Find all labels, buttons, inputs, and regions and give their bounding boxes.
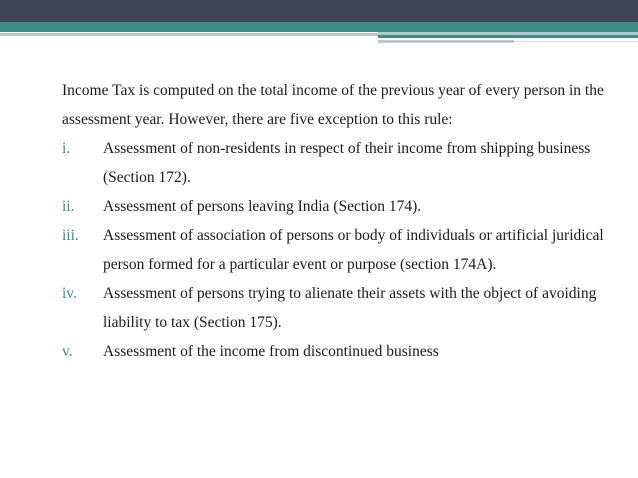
header-grey-line: [514, 41, 638, 42]
list-text: Assessment of the income from discontinued business: [103, 343, 439, 360]
list-number: iii.: [62, 227, 79, 244]
slide-content: [62, 76, 622, 366]
header-teal-highlight: [378, 32, 638, 35]
list-number: v.: [62, 343, 73, 360]
header-grey-stripe-left: [0, 33, 378, 36]
list-item: [62, 134, 622, 192]
list-text: Assessment of association of persons or body of individuals or artificial juridical person formed for a particular event or purpose (section 174A).: [103, 227, 604, 273]
list-item: [62, 337, 622, 366]
list-text: Assessment of non-residents in respect of their income from shipping business (Section 172).: [103, 140, 591, 186]
list-number: iv.: [62, 285, 77, 302]
exception-list: [62, 134, 622, 366]
header-grey-stripe-right: [378, 40, 514, 43]
intro-paragraph: Income Tax is computed on the total income of the previous year of every person in the assessment year. However, there are five exception to this rule:: [62, 82, 604, 128]
header-dark-bar: [0, 0, 638, 22]
list-item: [62, 221, 622, 279]
list-text: Assessment of persons leaving India (Section 174).: [103, 198, 422, 215]
list-number: i.: [62, 140, 71, 157]
list-number: ii.: [62, 198, 75, 215]
list-item: [62, 279, 622, 337]
list-item: [62, 192, 622, 221]
list-text: Assessment of persons trying to alienate their assets with the object of avoiding liability to tax (Section 175).: [103, 285, 597, 331]
